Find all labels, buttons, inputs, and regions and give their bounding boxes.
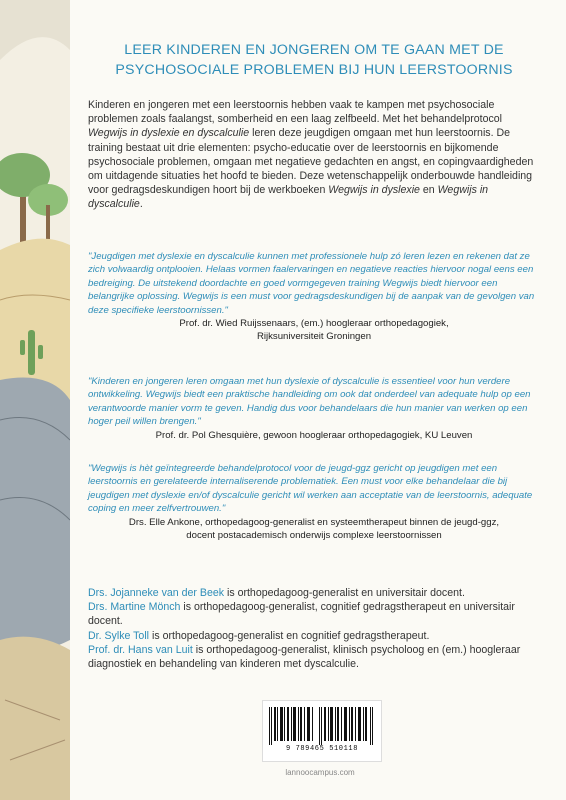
testimonial-author: Prof. dr. Pol Ghesquière, gewoon hoogleraar orthopedagogiek, KU Leuven [155, 429, 473, 441]
testimonial-author: Prof. dr. Wied Ruijssenaars, (em.) hoogleraar orthopedagogiek, [179, 318, 449, 330]
author-name: Drs. Martine Mönch [88, 601, 181, 614]
testimonial-text: "Kinderen en jongeren leren omgaan met hun dyslexie of dyscalculie is essentieel voor hun verdere ontwikkeling. Wegwijs biedt een praktische handleiding om ook dat onderdeel van adequate hulp op een verantwoorde manier vorm te geven. Handig dus voor behandelaars die hun manier van werken op een hoger peil willen brengen." [88, 376, 531, 428]
author-name: Drs. Jojanneke van der Beek [88, 587, 225, 599]
isbn-number: 9 789465 510118 [285, 745, 358, 753]
author-item [88, 600, 540, 628]
testimonial [88, 250, 540, 344]
testimonial [88, 375, 540, 442]
author-description: is orthopedagoog-generalist, klinisch psycholoog en (em.) hoogleraar diagnostiek en behandeling van kinderen met dyscalculie. [88, 643, 521, 671]
testimonial-author: Drs. Elle Ankone, orthopedagoog-generalist en systeemtherapeut binnen de jeugd-ggz, [128, 516, 500, 528]
author-description: is orthopedagoog-generalist en universitair docent. [224, 587, 465, 599]
testimonial-text: "Jeugdigen met dyslexie en dyscalculie kunnen met professionele hulp zó leren lezen en rekenen dat ze zich volwaardig ontplooien. Helaas vormen faalervaringen en negatieve reacties hiervoor nogal eens een bedreiging. De uitstekend doordachte en goed vormgegeven training Wegwijs biedt hiervoor een belangrijke oplossing. Wegwijs is een must voor gedragsdeskundigen bij de aanpak van de gevolgen van deze specifieke leerstoornissen." [88, 251, 535, 316]
testimonial-text: "Wegwijs is hèt geïntegreerde behandelprotocol voor de jeugd-ggz gericht op jeugdigen met een leerstoornis en gerelateerde internaliserende problematiek. Een must voor elke behandelaar die bij jeugdigen met dyslexie en/of dyscalculie gericht wil werken aan acceptatie van de leerstoornis, adequate coping en meer zelfvertrouwen." [88, 463, 533, 515]
headline [80, 40, 548, 80]
author-description: is orthopedagoog-generalist, cognitief gedragstherapeut en universitair docent. [88, 601, 515, 628]
headline-line: PSYCHOSOCIALE PROBLEMEN BIJ HUN LEERSTOORNIS [115, 62, 513, 78]
author-list [88, 586, 540, 671]
intro-paragraph: Kinderen en jongeren met een leerstoornis hebben vaak te kampen met psychosociale problemen zoals faalangst, somberheid en een laag zelfbeeld. Met het behandelprotocol Wegwijs in dyslexie en dyscalculie leren deze jeugdigen omgaan met hun leerstoornis. De training bestaat uit drie elementen: psycho-educatie over de leerstoornis en bijkomende psychosociale problemen, omgaan met negatieve gedachten en angst, en copingvaardigheden om uitdagende situaties het hoofd te bieden. Deze wetenschappelijk onderbouwde handleiding voor gedragsdeskundigen hoort bij de werkboeken Wegwijs in dyslexie en Wegwijs in dyscalculie. [88, 99, 534, 211]
isbn-barcode [262, 700, 382, 762]
author-name: Dr. Sylke Toll [88, 629, 150, 642]
testimonial [88, 462, 540, 542]
testimonial-affiliation: docent postacademisch onderwijs complexe leerstoornissen [186, 530, 442, 542]
author-item [88, 643, 540, 671]
publisher-url[interactable]: lannoocampus.com [285, 768, 355, 777]
testimonial-affiliation: Rijksuniversiteit Groningen [256, 331, 372, 343]
author-description: is orthopedagoog-generalist en cognitief gedragstherapeut. [149, 629, 430, 642]
author-name: Prof. dr. Hans van Luit [88, 643, 193, 656]
headline-line: LEER KINDEREN EN JONGEREN OM TE GAAN MET DE [124, 42, 504, 58]
author-item [88, 586, 540, 600]
barcode-icon [269, 707, 373, 745]
author-item [88, 629, 540, 643]
